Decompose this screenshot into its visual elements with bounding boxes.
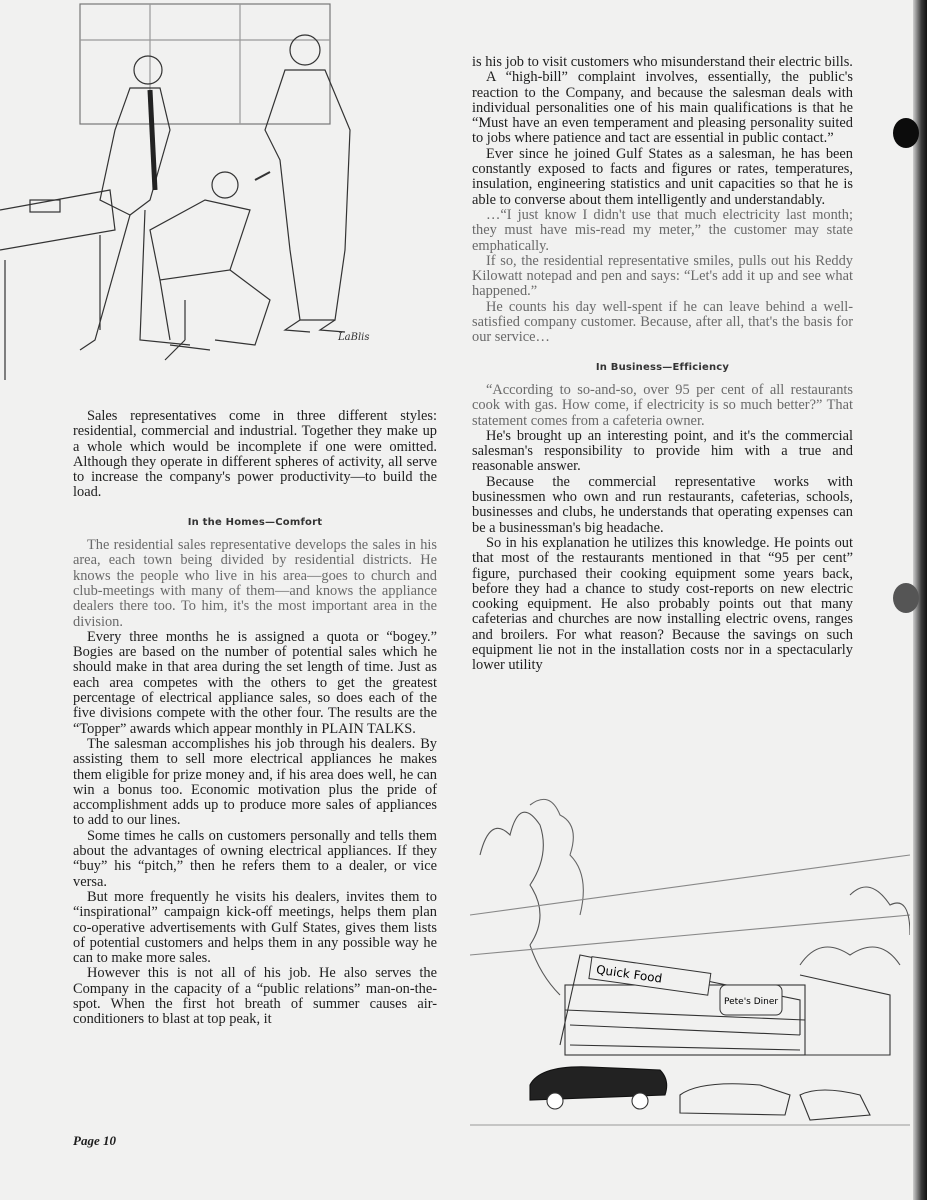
body-paragraph: So in his explanation he utilizes this knowledge. He points out that most of the restaurants mentioned in that “95 per cent” figure, purchased their cooking equipment some years back, before they had a chance to study cost-reports on new electric cooking equipment. He also probably points out that many cafeterias and churches are now installing electric ovens, ranges and broilers. For what reason? Because the savings on such equipment lie not in the installation costs nor in a spectacularly lower utility (472, 534, 853, 674)
body-paragraph: The salesman accomplishes his job through his dealers. By assisting them to sell more electrical appliances he makes them eligible for prize money and, if his area does well, he can win a bonus too. Economic motivation plus the pride of accomplishment adds up to produce more sales of appliances to add to our lines. (73, 735, 437, 829)
diner-illustration (470, 795, 910, 1175)
binder-hole (893, 583, 919, 613)
body-paragraph: “According to so-and-so, over 95 per cent of all restaurants cook with gas. How come, if electricity is so much better?” That statement comes from a cafeteria owner. (472, 381, 853, 429)
body-paragraph: …“I just know I didn't use that much electricity last month; they must have mis-read my meter,” the customer may state emphatically. (472, 206, 853, 254)
illustration-signature: LaBlis (338, 332, 370, 343)
intro-paragraph: Sales representatives come in three different styles: residential, commercial and industrial. Together they make up a whole which would be incomplete if one were omitted. Although they operate in different spheres of activity, all serve to increase the company's power productivity—to build the load. (73, 408, 437, 501)
body-paragraph: The residential sales representative develops the sales in his area, each town being divided by residential districts. He knows the people who live in his area—goes to church and club-meetings with many of them—and knows the appliance dealers there too. To him, it's the most important area in the division. (73, 537, 437, 630)
page-number: Page 10 (73, 1133, 116, 1148)
left-column (73, 409, 437, 1028)
binder-hole (893, 118, 919, 148)
section-heading-business: In Business—Efficiency (595, 361, 730, 373)
diner-sign-petes: Pete's Diner (724, 997, 779, 1007)
office-illustration (0, 0, 440, 390)
body-paragraph: But more frequently he visits his dealers, invites them to “inspirational” campaign kick-off meetings, helps them plan co-operative advertisements with Gulf States, gives them lists of potential customers and helps them in any possible way he can to make more sales. (73, 888, 437, 967)
diner-sign-quick-food: Quick Food (595, 962, 664, 986)
continuation-paragraph: is his job to visit customers who misunderstand their electric bills. (472, 54, 853, 70)
body-paragraph: Some times he calls on customers personally and tells them about the advantages of owning electrical appliances. If they “buy” his “pitch,” then he refers them to a dealer, or vice versa. (73, 827, 437, 890)
body-paragraph: However this is not all of his job. He also serves the Company in the capacity of a “public relations” man-on-the-spot. When the first hot breath of summer causes air-conditioners to blast at top peak, it (73, 965, 437, 1028)
body-paragraph: Because the commercial representative works with businessmen who own and run restaurants, cafeterias, schools, businesses and clubs, he understands that operating expenses can be a businessman's big headache. (472, 473, 853, 536)
body-paragraph: Ever since he joined Gulf States as a salesman, he has been constantly exposed to facts and figures or rates, temperatures, insulation, engineering statistics and unit capacities so that he is able to converse about them intelligently and understandably. (472, 145, 853, 208)
body-paragraph: He counts his day well-spent if he can leave behind a well-satisfied company customer. Because, after all, that's the basis for our service… (472, 298, 853, 346)
body-paragraph: He's brought up an interesting point, and it's the commercial salesman's responsibility to provide him with a true and reasonable answer. (472, 427, 853, 475)
body-paragraph: Every three months he is assigned a quota or “bogey.” Bogies are based on the number of potential sales which he should make in that area during the set length of time. Just as each area competes with the others to get the greatest percentage of electrical appliance sales, so does each of the five divisions compete with the other four. The results are the “Topper” awards which appear monthly in PLAIN TALKS. (73, 628, 437, 737)
section-heading-homes: In the Homes—Comfort (187, 516, 323, 528)
body-paragraph: If so, the residential representative smiles, pulls out his Reddy Kilowatt notepad and pen and says: “Let's add it up and see what happened.” (472, 252, 853, 300)
right-column (472, 55, 853, 674)
body-paragraph: A “high-bill” complaint involves, essentially, the public's reaction to the Company, and because the salesman deals with individual personalities one of his main qualifications is that he “Must have an even temperament and pleasing personality suited to jobs where patience and tact are essential in public contact.” (472, 69, 853, 147)
